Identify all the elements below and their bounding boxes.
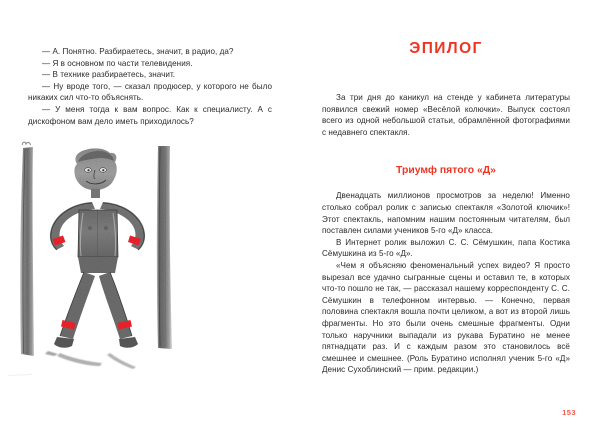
red-band-ankle-right [118,320,133,330]
article-block [322,190,570,376]
dialogue-line: — В технике разбираетесь, значит. [42,70,176,80]
intro-block [322,92,570,138]
pillar-right-icon [157,146,172,349]
pillar-left-icon [20,142,34,356]
page-number: 153 [562,408,576,417]
dialogue-line: — Ну вроде того, — сказал продюсер, у которого не было никаких сил что-то объяснять. [28,81,272,103]
dialogue-line: — Я в основном по части телевидения. [42,58,193,68]
illustration-buratino [0,140,300,440]
dialogue-line: — У меня тогда к вам вопрос. Как к специалисту. А с дискофоном вам дело иметь приходилось? [28,104,272,126]
dialogue-line: — А. Понятно. Разбираетесь, значит, в радио, да? [42,47,234,56]
article-paragraph: В Интернет ролик выложил С. С. Сёмушкин, папа Костика Сёмушкина из 5-го «Д». [322,237,570,259]
artist-mark [8,374,32,376]
dialogue-block [28,46,272,127]
article-paragraph: «Чем я объясняю феноменальный успех видео? Я просто вырезал все удачно сыгранные сцены и оставил те, в которых что-то пошло не так, — рассказал нашему корреспонденту С. С. Сёмушкин в телефонном интервью. — Конечно, первая половина спектакля вошла почти целиком, а вот из второй лишь фрагменты. Но это были очень смешные фрагменты. Одни только наручники выпадали из рукава Буратино не менее пятнадцати раз. И с каждым разом это становилось всё смешнее и смешнее. (Роль Буратино исполнял ученик 5-го «Д» Денис Сухоблинский — прим. редакции.) [322,260,570,375]
right-page [300,0,600,440]
figure-buratino [50,148,145,347]
red-band-wrist-left [53,236,66,246]
red-band-wrist-right [128,236,141,246]
article-paragraph: Двенадцать миллионов просмотров за неделю! Именно столько собрал ролик с записью спектакля «Золотой ключик»! Этот спектакль, напомним нашим постоянным читателям, был поставлен силами учеников 5-го «Д» класса. [322,191,570,236]
red-band-ankle-left [61,320,76,330]
intro-paragraph: За три дня до каникул на стенде у кабинета литературы появился свежий номер «Весёлой колючки». Выпуск состоял всего из одной небольшой статьи, обрамлённой фотографиями с недавнего спектакля. [322,93,570,137]
chapter-title: ЭПИЛОГ [409,40,483,57]
ground-shadow [45,351,136,369]
section-title: Триумф пятого «Д» [396,165,496,177]
